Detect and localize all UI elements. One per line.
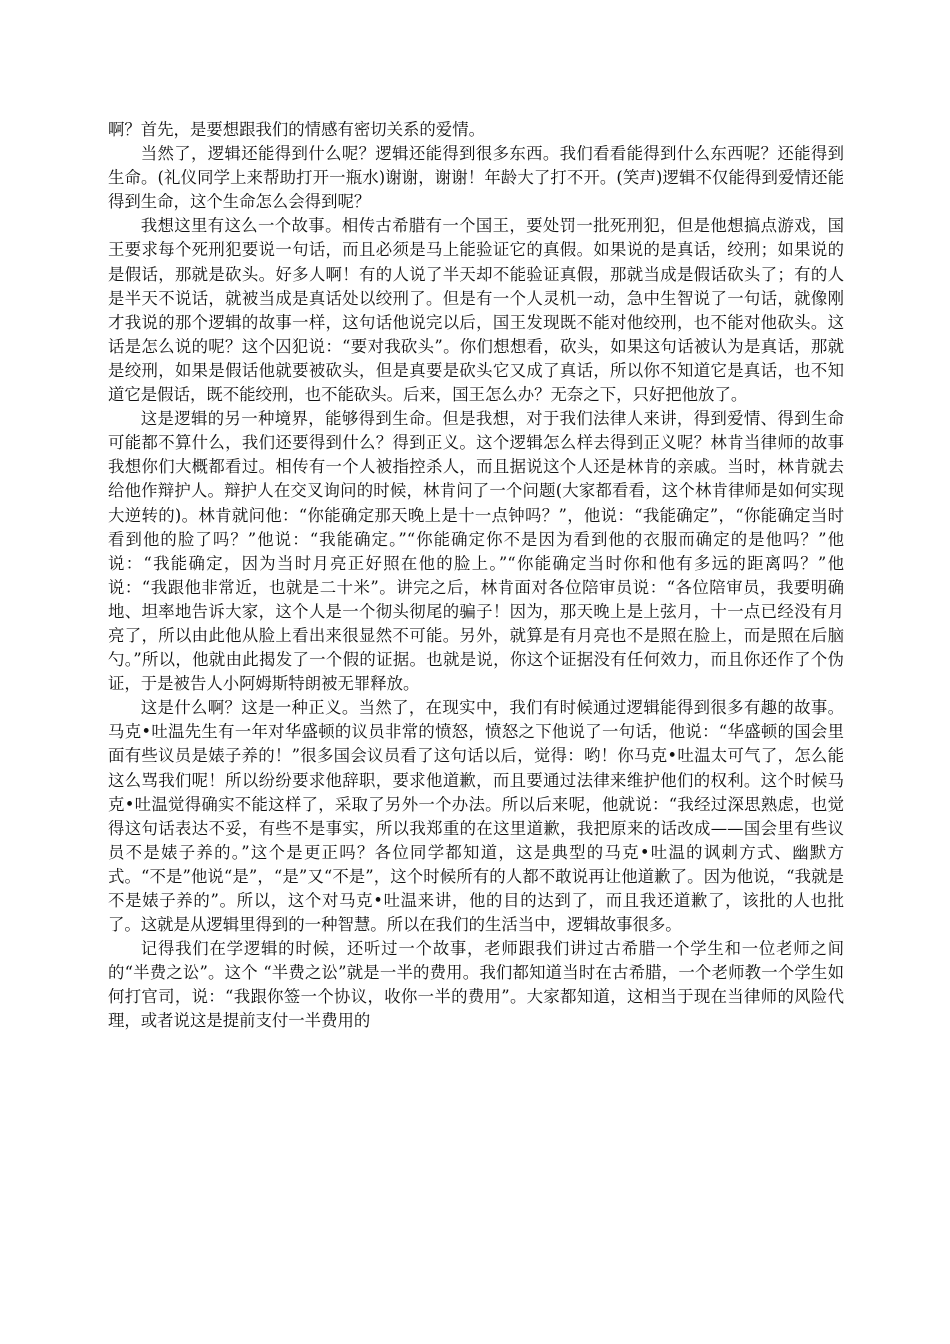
- paragraph: 这是什么啊？这是一种正义。当然了，在现实中，我们有时候通过逻辑能得到很多有趣的故事。马克•吐温先生有一年对华盛顿的议员非常的愤怒，愤怒之下他说了一句话，他说：“华盛顿的国会里面有些议员是婊子养的！”很多国会议员看了这句话以后，觉得：哟！你马克•吐温太可气了，怎么能这么骂我们呢！所以纷纷要求他辞职，要求他道歉，而且要通过法律来维护他们的权利。这个时候马克•吐温觉得确实不能这样了，采取了另外一个办法。所以后来呢，他就说：“我经过深思熟虑，也觉得这句话表达不妥，有些不是事实，所以我郑重的在这里道歉，我把原来的话改成——国会里有些议员不是婊子养的。”这个是更正吗？各位同学都知道，这是典型的马克•吐温的讽刺方式、幽默方式。“不是”他说“是”，“是”又“不是”，这个时候所有的人都不敢说再让他道歉了。因为他说，“我就是不是婊子养的”。所以，这个对马克•吐温来讲，他的目的达到了，而且我还道歉了，该批的人也批了。这就是从逻辑里得到的一种智慧。所以在我们的生活当中，逻辑故事很多。: [108, 698, 844, 935]
- document-page: [108, 118, 844, 1034]
- paragraph: 当然了，逻辑还能得到什么呢？逻辑还能得到很多东西。我们看看能得到什么东西呢？还能得到生命。(礼仪同学上来帮助打开一瓶水)谢谢，谢谢！年龄大了打不开。(笑声)逻辑不仅能得到爱情还能得到生命，这个生命怎么会得到呢？: [108, 144, 844, 212]
- paragraph: 我想这里有这么一个故事。相传古希腊有一个国王，要处罚一批死刑犯，但是他想搞点游戏，国王要求每个死刑犯要说一句话，而且必须是马上能验证它的真假。如果说的是真话，绞刑；如果说的是假话，那就是砍头。好多人啊！有的人说了半天却不能验证真假，那就当成是假话砍头了；有的人是半天不说话，就被当成是真话处以绞刑了。但是有一个人灵机一动，急中生智说了一句话，就像刚才我说的那个逻辑的故事一样，这句话他说完以后，国王发现既不能对他绞刑，也不能对他砍头。这话是怎么说的呢？这个囚犯说：“要对我砍头”。你们想想看，砍头，如果这句话被认为是真话，那就是绞刑，如果是假话他就要被砍头，但是真要是砍头它又成了真话，所以你不知道它是真话，也不知道它是假话，既不能绞刑，也不能砍头。后来，国王怎么办？无奈之下，只好把他放了。: [108, 216, 844, 405]
- paragraph: 这是逻辑的另一种境界，能够得到生命。但是我想，对于我们法律人来讲，得到爱情、得到生命可能都不算什么，我们还要得到什么？得到正义。这个逻辑怎么样去得到正义呢？林肯当律师的故事我想你们大概都看过。相传有一个人被指控杀人，而且据说这个人还是林肯的亲戚。当时，林肯就去给他作辩护人。辩护人在交叉询问的时候，林肯问了一个问题(大家都看看，这个林肯律师是如何实现大逆转的)。林肯就问他：“你能确定那天晚上是十一点钟吗？”，他说：“我能确定”，“你能确定当时看到他的脸了吗？”他说：“我能确定。”“你能确定你不是因为看到他的衣服而确定的是他吗？”他说：“我能确定，因为当时月亮正好照在他的脸上。”“你能确定当时你和他有多远的距离吗？”他说：“我跟他非常近，也就是二十米”。讲完之后，林肯面对各位陪审员说：“各位陪审员，我要明确地、坦率地告诉大家，这个人是一个彻头彻尾的骗子！因为，那天晚上是上弦月，十一点已经没有月亮了，所以由此他从脸上看出来很显然不可能。另外，就算是有月亮也不是照在脸上，而是照在后脑勺。”所以，他就由此揭发了一个假的证据。也就是说，你这个证据没有任何效力，而且你还作了个伪证，于是被告人小阿姆斯特朗被无罪释放。: [108, 409, 844, 694]
- paragraph: 啊？首先，是要想跟我们的情感有密切关系的爱情。: [108, 120, 485, 139]
- paragraph: 记得我们在学逻辑的时候，还听过一个故事，老师跟我们讲过古希腊一个学生和一位老师之间的“半费之讼”。这个 “半费之讼”就是一半的费用。我们都知道当时在古希腊，一个老师教一个学生如何打官司，说：“我跟你签一个协议，收你一半的费用”。大家都知道，这相当于现在当律师的风险代理，或者说这是提前支付一半费用的: [108, 939, 844, 1031]
